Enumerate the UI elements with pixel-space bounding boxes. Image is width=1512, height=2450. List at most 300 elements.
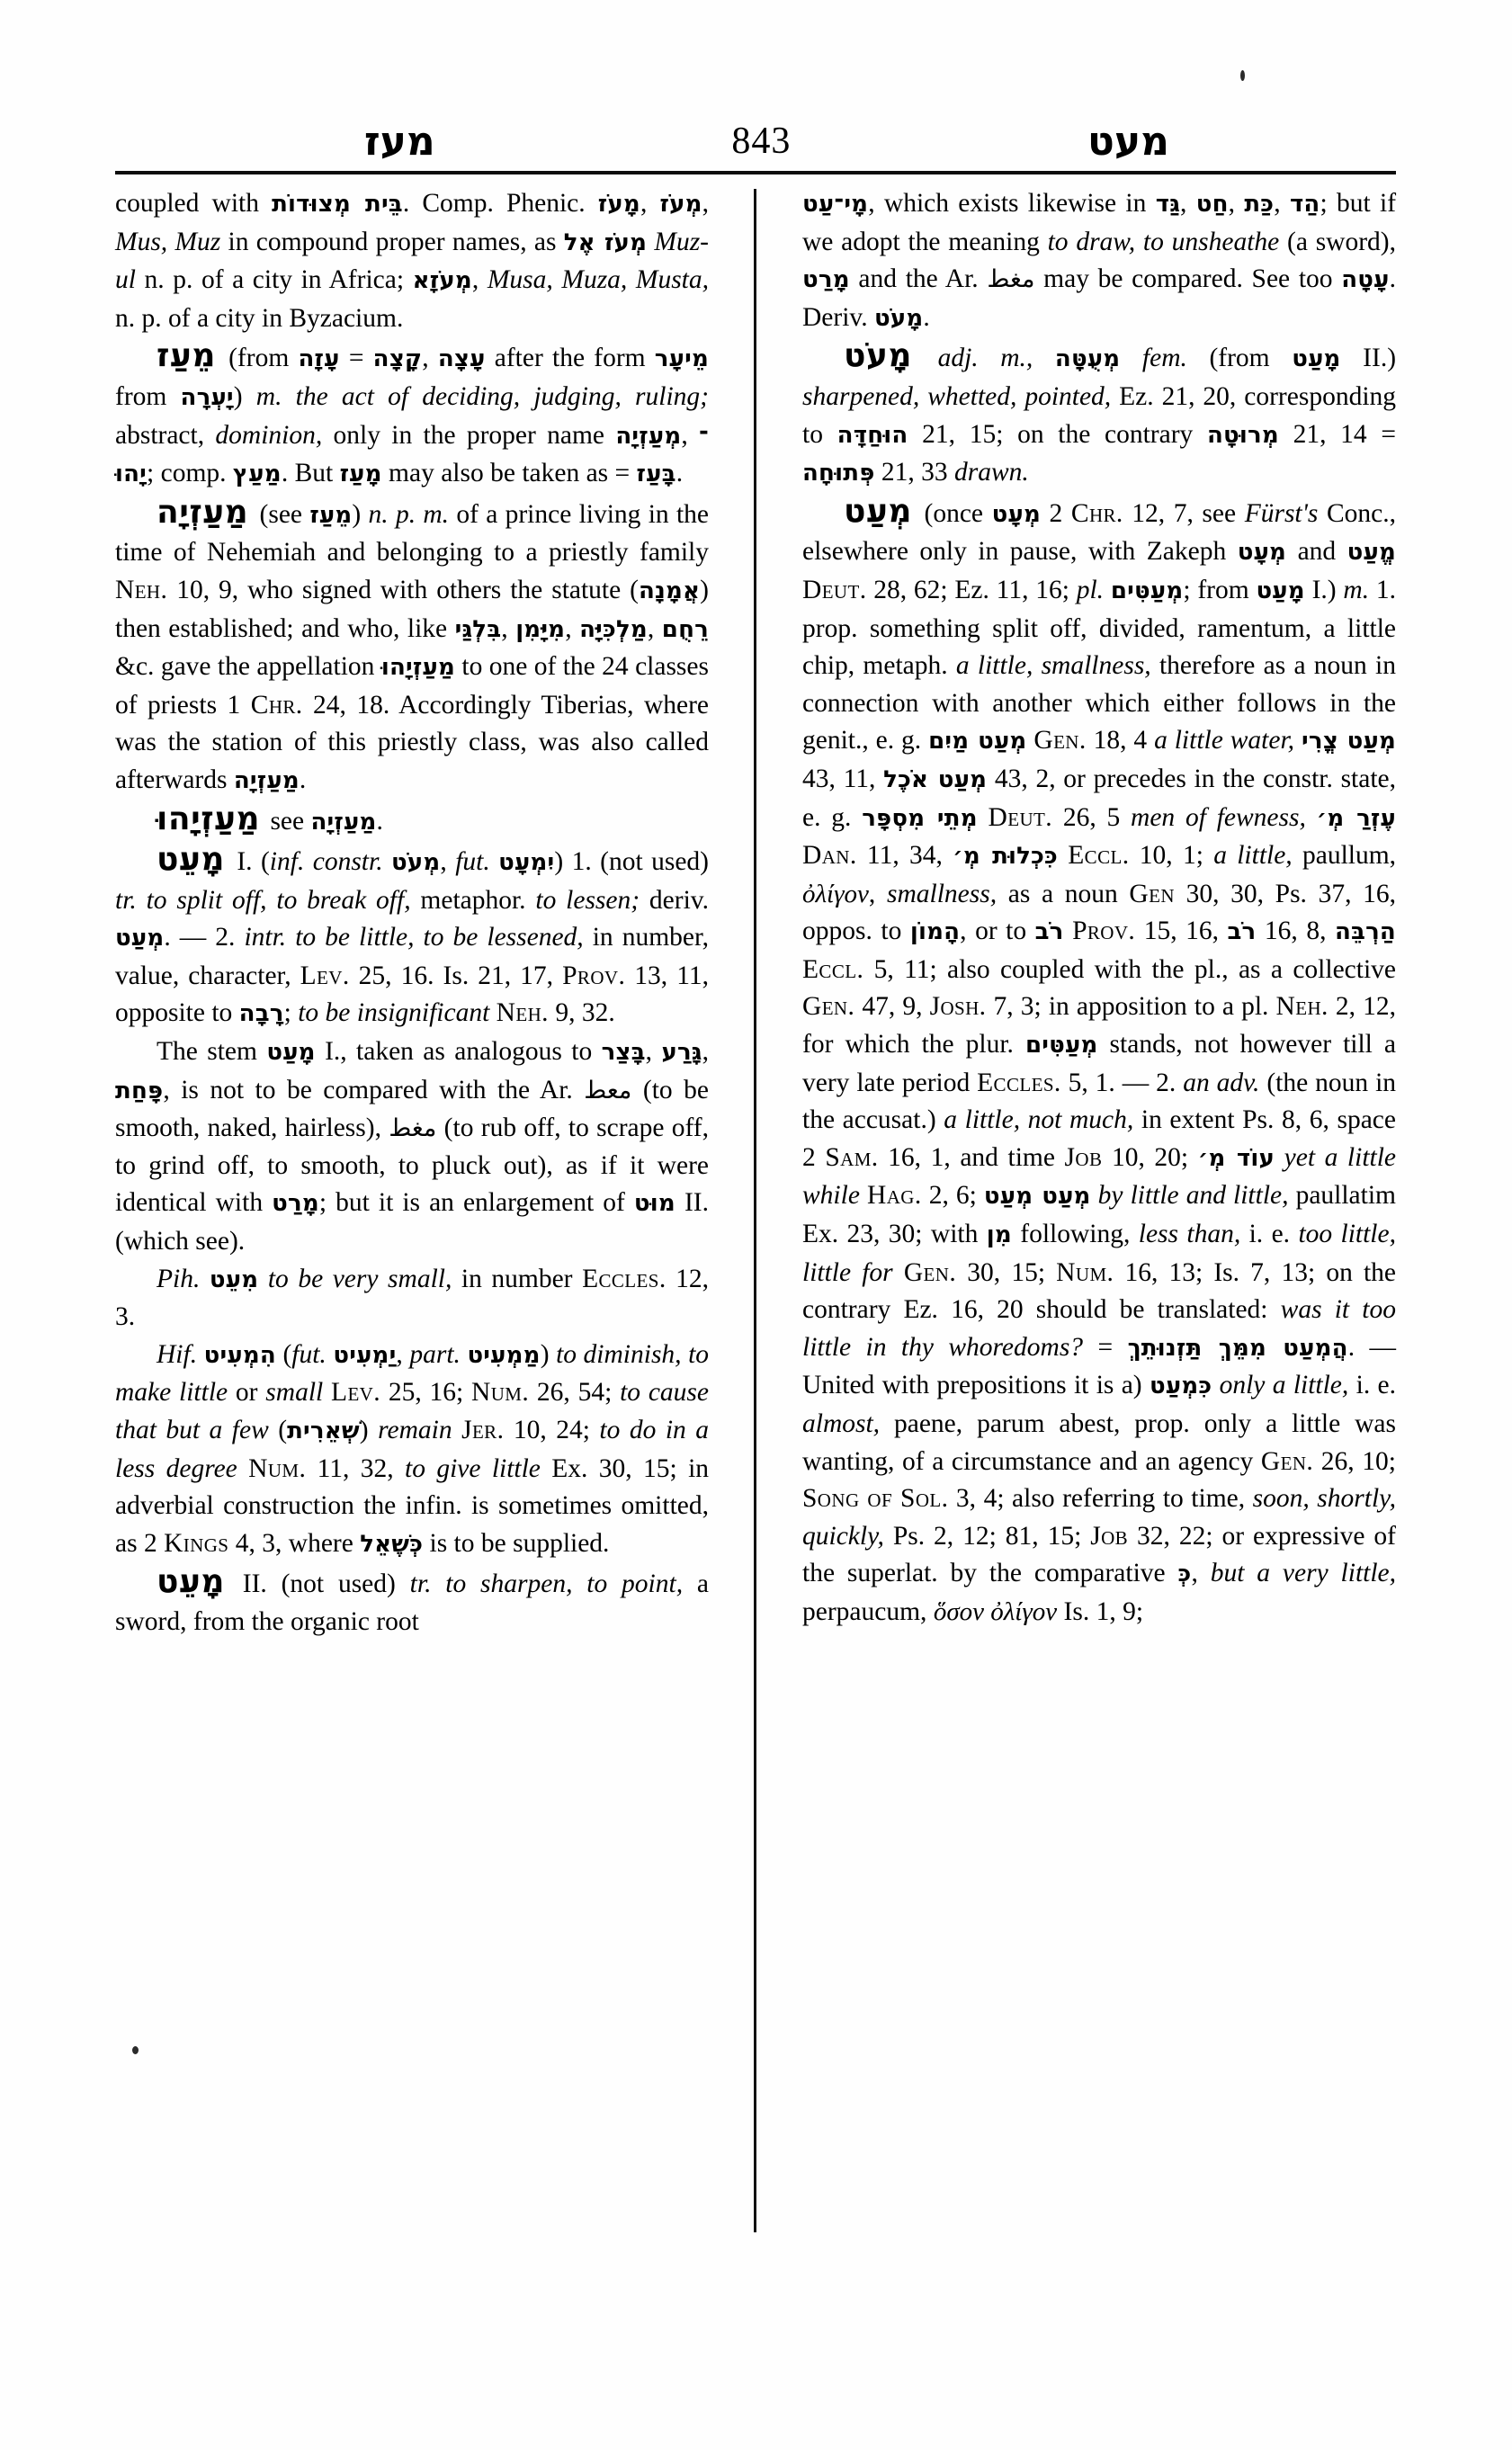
hebrew-word: יַמְעִיט xyxy=(333,1341,397,1369)
hebrew-headword: מַעַזְיָה xyxy=(157,493,249,531)
body-text: after the form xyxy=(485,344,655,373)
body-text xyxy=(916,344,938,372)
hebrew-word: מָעַט xyxy=(1256,577,1305,604)
entry-paragraph xyxy=(115,185,709,337)
hebrew-word: מֵעַז xyxy=(309,501,353,529)
entry-paragraph xyxy=(115,841,709,1033)
hebrew-word: מְעֻטָּה xyxy=(1054,345,1121,373)
hebrew-word: מְעַט xyxy=(115,925,165,952)
hebrew-word: מְעֹז אֶל xyxy=(563,228,648,256)
body-text: 30, 15; xyxy=(956,1257,1057,1287)
italic-gloss: almost, xyxy=(802,1409,881,1438)
italic-gloss: tr. to sharpen, to point, xyxy=(409,1569,684,1599)
hebrew-word: מַמְעִיט xyxy=(467,1341,541,1369)
hebrew-word: מַלְכִּיָּה xyxy=(579,615,648,643)
hebrew-word: הֲמְעַט מִמֵּךְ תַּזְנוּתֵךְ xyxy=(1127,1334,1348,1362)
body-text: = xyxy=(1083,1332,1128,1362)
hebrew-word: גַּד xyxy=(1155,191,1181,218)
body-text: ; but if we adopt the meaning xyxy=(802,189,1397,256)
body-text: is to be supplied. xyxy=(423,1528,610,1558)
body-text: 26, 54; xyxy=(529,1378,621,1408)
italic-gloss: Hif. xyxy=(157,1339,198,1369)
greek-word: ὅσον ὀλίγον xyxy=(933,1596,1058,1626)
body-text: , xyxy=(645,1037,662,1067)
body-text: . But xyxy=(281,459,340,488)
body-text: , or to xyxy=(960,917,1035,946)
body-text: see xyxy=(264,806,311,836)
hebrew-word: כְּ xyxy=(1177,1560,1192,1588)
italic-gloss: sharpened, whetted, pointed, xyxy=(802,381,1112,411)
body-text: may also be taken as = xyxy=(381,459,637,488)
body-text: 21, 14 = xyxy=(1278,419,1396,449)
italic-gloss: to be very small, xyxy=(267,1264,452,1293)
body-text: 1. prop. something split off, divided, ramentum, a little chip, metaph. xyxy=(802,575,1396,681)
hebrew-word: עוֹד מְ׳ xyxy=(1197,1144,1275,1172)
body-text: , xyxy=(702,1037,709,1067)
body-text: 9, 32. xyxy=(548,998,615,1028)
body-text: , xyxy=(501,613,516,643)
hebrew-word: רֹב xyxy=(1034,918,1064,946)
hebrew-word: מְעַט צֳרִי xyxy=(1301,728,1397,756)
scripture-reference: Num. xyxy=(1056,1257,1114,1287)
body-text: . Deriv. xyxy=(802,264,1396,332)
scripture-reference: Gen xyxy=(1129,879,1175,908)
body-text: (to rub off, to scrape off, to grind off, to smooth, to pluck out), as if it were identical with xyxy=(115,1113,710,1218)
body-text: 2, 12, for which the plur. xyxy=(802,992,1397,1060)
body-text: ) then established; and who, like xyxy=(115,575,709,643)
body-text: paullum, xyxy=(1292,841,1397,871)
hebrew-word: עָצָה xyxy=(437,345,486,373)
body-text xyxy=(200,1265,210,1293)
body-text: coupled with xyxy=(115,189,273,218)
italic-gloss: a little, not much, xyxy=(944,1105,1134,1135)
hebrew-word: רָבָה xyxy=(238,1000,284,1028)
running-head-left-hebrew: מעז xyxy=(364,119,435,165)
entry-paragraph xyxy=(802,337,1396,492)
hebrew-word: מְעַזְיָה xyxy=(615,422,682,450)
hebrew-headword: מָעֵט xyxy=(157,841,225,879)
hebrew-word: מָעֹט xyxy=(874,304,924,332)
italic-gloss: men of fewness, xyxy=(1131,802,1306,832)
body-text: and xyxy=(1286,537,1347,567)
hebrew-word: כַּת xyxy=(1244,191,1275,218)
hebrew-word: מָרַט xyxy=(272,1190,319,1218)
scripture-reference: Jer. xyxy=(461,1416,505,1444)
body-text xyxy=(489,998,496,1027)
body-text xyxy=(1306,803,1317,832)
italic-gloss: but a very little, xyxy=(1210,1559,1397,1588)
body-text: ) xyxy=(352,499,369,529)
body-text: 13, 11, opposite to xyxy=(115,961,710,1028)
italic-gloss: adj. m., xyxy=(937,344,1033,373)
body-text: 16, 13; Is. 7, 13; on the contrary Ez. 16, 20 should be translated: xyxy=(802,1257,1397,1325)
body-text: only in the proper name xyxy=(322,420,616,450)
hebrew-word: מַעַץ xyxy=(232,460,282,488)
body-text: . xyxy=(299,765,307,794)
hebrew-word: הוּחַדָּה xyxy=(837,421,908,449)
italic-gloss: remain xyxy=(378,1416,452,1444)
body-text: , xyxy=(647,613,662,643)
body-text: stands, not however till a very late period xyxy=(802,1030,1396,1097)
body-text: 26, 5 xyxy=(1052,802,1132,832)
italic-gloss: a little, xyxy=(1213,841,1293,871)
body-text: 43, 2, or precedes in the constr. state, e. g. xyxy=(802,764,1397,832)
hebrew-word: הָמוֹן xyxy=(909,918,961,946)
body-text: n. p. of a city in Byzacium. xyxy=(115,303,404,333)
body-text xyxy=(1033,344,1055,372)
hebrew-word: מְעַט אֹכֶל xyxy=(883,765,988,793)
italic-gloss: m. xyxy=(1343,575,1370,604)
greek-word: ὀλίγον xyxy=(802,879,869,908)
scripture-reference: Prov. xyxy=(1072,917,1136,946)
column-container xyxy=(115,185,1396,2245)
body-text: to one of the 24 classes of priests 1 xyxy=(115,652,709,720)
hebrew-word: מְעַטִּים xyxy=(1024,1032,1098,1060)
body-text xyxy=(1091,1181,1098,1210)
body-text: I. ( xyxy=(228,847,270,877)
hebrew-word: רֵחֻם xyxy=(661,615,710,643)
body-text: 47, 9, xyxy=(854,992,930,1022)
body-text: Ex. 30, 15; in adverbial construction the infin. is sometimes omitted, as 2 xyxy=(115,1453,710,1558)
body-text xyxy=(860,1181,867,1210)
italic-gloss: to diminish, to make little xyxy=(115,1339,710,1408)
hebrew-word: הַרְבֵּה xyxy=(1334,918,1396,946)
body-text xyxy=(1275,1143,1284,1172)
body-text: ( xyxy=(268,1416,288,1444)
entry-paragraph xyxy=(802,185,1396,337)
italic-gloss: soon, shortly, quickly, xyxy=(802,1484,1396,1551)
hebrew-word: מַעַזְיָה xyxy=(233,766,300,794)
body-text: in number, value, character, xyxy=(115,923,709,990)
body-text: , xyxy=(1228,189,1245,218)
column-divider-rule xyxy=(754,189,756,2232)
body-text xyxy=(893,1258,904,1287)
body-text: 16, 8, xyxy=(1256,917,1335,946)
body-text: ; from xyxy=(1183,575,1257,604)
hebrew-word: כִּמְעַט xyxy=(1149,1373,1212,1400)
scripture-reference: Deut. xyxy=(988,802,1053,832)
hebrew-word: כִּכְלוּת מְ׳ xyxy=(953,843,1058,871)
hebrew-word: עָזָה xyxy=(298,345,340,373)
body-text xyxy=(1120,344,1142,372)
italic-gloss: smallness, xyxy=(886,879,998,908)
hebrew-word: מָעַט xyxy=(1292,345,1341,373)
body-text: ( xyxy=(275,1339,292,1369)
entry-paragraph xyxy=(115,800,709,842)
body-text: . xyxy=(675,459,684,488)
body-text: 18, 4 xyxy=(1086,726,1155,756)
body-text: 11, 34, xyxy=(856,841,953,871)
body-text: 25, 16. Is. 21, 17, xyxy=(349,961,563,990)
body-text: , xyxy=(702,189,709,218)
arabic-word: معط xyxy=(584,1076,632,1104)
hebrew-word: מְעֹז xyxy=(659,191,702,218)
hebrew-word: מַעַזְיָה xyxy=(310,808,377,836)
body-text xyxy=(323,1378,331,1407)
body-text: in compound proper names, as xyxy=(220,227,564,256)
hebrew-word: מִעֵט xyxy=(209,1265,259,1293)
hebrew-word: פָּחַת xyxy=(115,1077,164,1104)
body-text xyxy=(197,1340,204,1369)
italic-gloss: to be insignificant xyxy=(298,998,490,1028)
italic-gloss: Fürst's xyxy=(1244,498,1319,528)
italic-gloss: to give little xyxy=(405,1453,541,1483)
body-text xyxy=(1058,841,1068,870)
body-text: 32, 22; or expressive of the superlat. by the comparative xyxy=(802,1521,1397,1588)
scripture-reference: Gen. xyxy=(903,1257,957,1287)
body-text: 5, 11; also coupled with the pl., as a collective xyxy=(863,954,1396,984)
body-text xyxy=(383,847,391,876)
body-text xyxy=(1104,576,1111,604)
hebrew-word: יִמְעָט xyxy=(498,849,555,877)
body-text: , is not to be compared with the Ar. xyxy=(163,1075,585,1104)
italic-gloss: to draw, to unsheathe xyxy=(1047,227,1280,256)
hebrew-word: מְעֹט xyxy=(391,849,441,877)
body-text: 2, 6; xyxy=(921,1181,984,1211)
hebrew-headword: מְעַט xyxy=(844,492,912,530)
hebrew-word: חַט xyxy=(1195,191,1229,218)
body-text: 28, 62; Ez. 11, 16; xyxy=(866,575,1077,604)
body-text: deriv. xyxy=(640,885,709,915)
italic-gloss: to lessen; xyxy=(535,885,640,915)
body-text: in number xyxy=(452,1264,583,1293)
body-text: 15, 16, xyxy=(1135,917,1228,946)
italic-gloss: tr. to split off, to break off, xyxy=(115,885,411,915)
hebrew-word: בִּלְגַּי xyxy=(454,615,502,643)
hebrew-word: מִיָּמִן xyxy=(515,615,566,643)
scripture-reference: Lev. xyxy=(331,1378,381,1408)
body-text: n. p. of a city in Africa; xyxy=(135,265,413,295)
italic-gloss: a little, smallness, xyxy=(955,651,1151,681)
hebrew-word: מְעַטִּים xyxy=(1110,577,1184,604)
body-text: 12, 3. xyxy=(115,1264,710,1332)
body-text: from xyxy=(115,381,181,411)
running-head xyxy=(135,97,1394,165)
body-text: . Comp. Phenic. xyxy=(402,189,598,218)
body-text: , xyxy=(471,265,488,295)
body-text xyxy=(237,1454,248,1483)
body-text: Ez. 21, 20, corresponding to xyxy=(802,381,1397,449)
column-left xyxy=(115,185,709,2245)
body-text: (from xyxy=(1186,344,1293,373)
hebrew-word: מָעֹז xyxy=(597,191,640,218)
italic-gloss: Musa, Muza, Musta, xyxy=(487,265,710,295)
body-text: , xyxy=(681,420,700,450)
body-text: (from xyxy=(219,344,299,373)
italic-gloss: inf. constr. xyxy=(269,847,383,877)
hebrew-word: יָעְרָה xyxy=(180,383,234,411)
scripture-reference: Gen. xyxy=(1260,1446,1314,1476)
body-text: ; but it is an enlargement of xyxy=(318,1188,634,1218)
body-text: Conc., elsewhere only in pause, with Zakeph xyxy=(802,498,1397,567)
entry-paragraph xyxy=(115,1033,709,1261)
hebrew-word: בָּעַז xyxy=(636,460,676,488)
hebrew-word: מֵיעָר xyxy=(654,345,709,373)
hebrew-word: אֲמָנָה xyxy=(638,577,701,604)
body-text: I., taken as analogous to xyxy=(315,1037,602,1067)
italic-gloss: too little, little for xyxy=(802,1220,1396,1287)
body-text: . xyxy=(376,806,383,836)
body-text xyxy=(258,1265,268,1293)
scripture-reference: Neh. xyxy=(496,998,549,1028)
body-text: (see xyxy=(252,499,310,529)
italic-gloss: to do in a less degree xyxy=(115,1416,709,1483)
body-text: ) xyxy=(359,1416,379,1444)
italic-gloss: a little water, xyxy=(1154,726,1295,756)
body-text: 25, 16; xyxy=(380,1378,471,1408)
italic-gloss: n. p. m. xyxy=(368,499,450,529)
body-text: 43, 11, xyxy=(802,764,884,793)
entry-paragraph xyxy=(115,337,709,493)
italic-gloss: only a little, xyxy=(1219,1371,1349,1400)
body-text: 5, 1. — 2. xyxy=(1060,1068,1184,1097)
body-text: . xyxy=(923,302,930,332)
body-text: 4, 3, where xyxy=(228,1528,361,1558)
hebrew-word: מְתֵי מִסְפָּר xyxy=(862,804,978,832)
hebrew-word: בֵּית מְצוּדוֹת xyxy=(272,191,403,218)
body-text xyxy=(1064,917,1073,945)
hebrew-word: עָטָה xyxy=(1341,266,1390,294)
body-text: i. e. xyxy=(1348,1371,1396,1400)
scripture-reference: Hag. xyxy=(867,1181,922,1211)
arabic-word: مغط xyxy=(389,1114,437,1143)
body-text: . — United with prepositions it is a) xyxy=(802,1332,1397,1400)
column-right xyxy=(802,185,1396,2245)
body-text: ) xyxy=(233,381,256,411)
body-text: , xyxy=(640,189,660,218)
scripture-reference: Num. xyxy=(471,1378,530,1408)
body-text: 3, 4; also referring to time, xyxy=(948,1484,1253,1514)
italic-gloss: fem. xyxy=(1141,344,1187,373)
body-text: , xyxy=(1180,189,1196,218)
body-text: a sword, from the organic root xyxy=(115,1569,709,1636)
header-rule xyxy=(115,171,1396,174)
body-text: , xyxy=(440,847,456,877)
body-text: (the noun in the accusat.) xyxy=(802,1068,1397,1135)
body-text: 7, 3; in apposition to a pl. xyxy=(986,992,1276,1022)
italic-gloss: Pih. xyxy=(157,1264,201,1293)
entry-paragraph xyxy=(802,493,1396,1632)
body-text: , xyxy=(422,344,438,373)
hebrew-word: ־יָהוּ xyxy=(115,422,710,488)
scripture-reference: Gen. xyxy=(802,992,855,1022)
hebrew-headword: מֵעַז xyxy=(157,337,216,375)
scripture-reference: Gen. xyxy=(1033,726,1087,756)
body-text: , xyxy=(1191,1559,1211,1588)
body-text: I.) xyxy=(1304,575,1344,604)
body-text: perpaucum, xyxy=(802,1596,934,1626)
body-text: following, xyxy=(1011,1220,1139,1249)
italic-gloss: m. the act of deciding, judging, ruling; xyxy=(255,381,710,411)
body-text: or xyxy=(228,1378,266,1408)
body-text xyxy=(1212,1371,1219,1399)
hebrew-word: הִמְעִיט xyxy=(203,1341,276,1369)
body-text: , xyxy=(396,1339,410,1369)
hebrew-word: מָעַט xyxy=(266,1039,316,1067)
hebrew-word: מָעַז xyxy=(339,460,382,488)
hebrew-word: קָצָה xyxy=(372,345,423,373)
hebrew-word: רֹב xyxy=(1227,918,1257,946)
hebrew-word: פְּתוּחָה xyxy=(802,460,875,487)
hebrew-word: גָּרַע xyxy=(661,1039,702,1067)
scripture-reference: Eccl. xyxy=(1068,841,1130,871)
italic-gloss: pl. xyxy=(1076,575,1105,604)
body-text: abstract, xyxy=(115,420,216,450)
hebrew-word: עֶזְרַ מְ׳ xyxy=(1316,804,1397,832)
hebrew-word: מֱעַט xyxy=(1346,539,1397,567)
body-text: (once xyxy=(915,498,992,528)
body-text: in extent Ps. 8, 6, space 2 xyxy=(802,1105,1396,1172)
italic-gloss: fut. xyxy=(291,1339,327,1369)
hebrew-word: מְעֹזָא xyxy=(412,267,472,295)
body-text: as a noun xyxy=(997,879,1130,908)
body-text: ; xyxy=(283,998,299,1028)
scripture-reference: Kings xyxy=(164,1528,229,1558)
scripture-reference: Neh. xyxy=(115,575,168,604)
scripture-reference: Neh. xyxy=(1275,992,1329,1022)
body-text: ; comp. xyxy=(147,459,233,488)
hebrew-word: מְעַט מְעַט xyxy=(983,1183,1091,1211)
body-text: Is. 1, 9; xyxy=(1057,1596,1144,1626)
scripture-reference: Eccles. xyxy=(977,1068,1061,1097)
body-text: paullatim Ex. 23, 30; with xyxy=(802,1181,1396,1249)
body-text: 12, 7, see xyxy=(1123,498,1245,528)
body-text: II. (not used) xyxy=(228,1569,410,1599)
body-text: 2 xyxy=(1040,498,1071,528)
body-text: of a prince living in the time of Nehemiah and belonging to a priestly family xyxy=(115,499,709,568)
scripture-reference: Sam. xyxy=(825,1142,879,1172)
hebrew-word: מָרַט xyxy=(802,266,850,294)
italic-gloss: was it too little in thy whoredoms? xyxy=(802,1295,1396,1362)
hebrew-headword: מַעַזְיָהוּ xyxy=(157,800,261,837)
body-text: metaphor. xyxy=(410,885,536,915)
hebrew-word: מְעָט xyxy=(1237,539,1287,567)
hebrew-word: מְרוּטָה xyxy=(1206,421,1279,449)
arabic-word: مغط xyxy=(987,265,1035,294)
entry-paragraph xyxy=(115,1337,709,1564)
scripture-reference: Job xyxy=(1064,1142,1103,1172)
page-number: 843 xyxy=(731,121,792,162)
italic-gloss: Muz-ul xyxy=(115,227,710,295)
body-text: 21, 33 xyxy=(874,458,955,487)
italic-gloss: part. xyxy=(409,1339,461,1369)
entry-paragraph xyxy=(115,494,709,800)
italic-gloss: an adv. xyxy=(1183,1068,1260,1097)
hebrew-word: כְּשֶׁאֵל xyxy=(360,1530,424,1558)
body-text xyxy=(452,1416,461,1444)
body-text: , xyxy=(1274,189,1290,218)
body-text: = xyxy=(339,344,373,373)
italic-gloss: by little and little, xyxy=(1097,1181,1289,1211)
italic-gloss: yet a little while xyxy=(802,1142,1397,1211)
scripture-reference: Job xyxy=(1090,1521,1129,1551)
body-text xyxy=(1294,726,1302,755)
running-head-right-hebrew: מעט xyxy=(1087,119,1169,165)
italic-gloss: Mus, Muz xyxy=(115,227,221,256)
hebrew-word: מוּט xyxy=(633,1190,675,1218)
body-text: (to be smooth, naked, hairless), xyxy=(115,1075,709,1143)
scripture-reference: Dan. xyxy=(802,841,857,871)
scripture-reference: Lev. xyxy=(300,961,350,990)
italic-gloss: dominion, xyxy=(215,420,323,450)
body-text: 10, 24; xyxy=(504,1416,600,1444)
body-text: . — 2. xyxy=(164,923,245,952)
scripture-reference: Eccl. xyxy=(802,954,864,984)
body-text: (a sword), xyxy=(1279,227,1396,256)
body-text: paene, parum abest, prop. only a little was wanting, of a circumstance and an agency xyxy=(802,1409,1396,1476)
hebrew-word: מִן xyxy=(986,1221,1012,1249)
scripture-reference: Chr. xyxy=(1070,498,1123,528)
